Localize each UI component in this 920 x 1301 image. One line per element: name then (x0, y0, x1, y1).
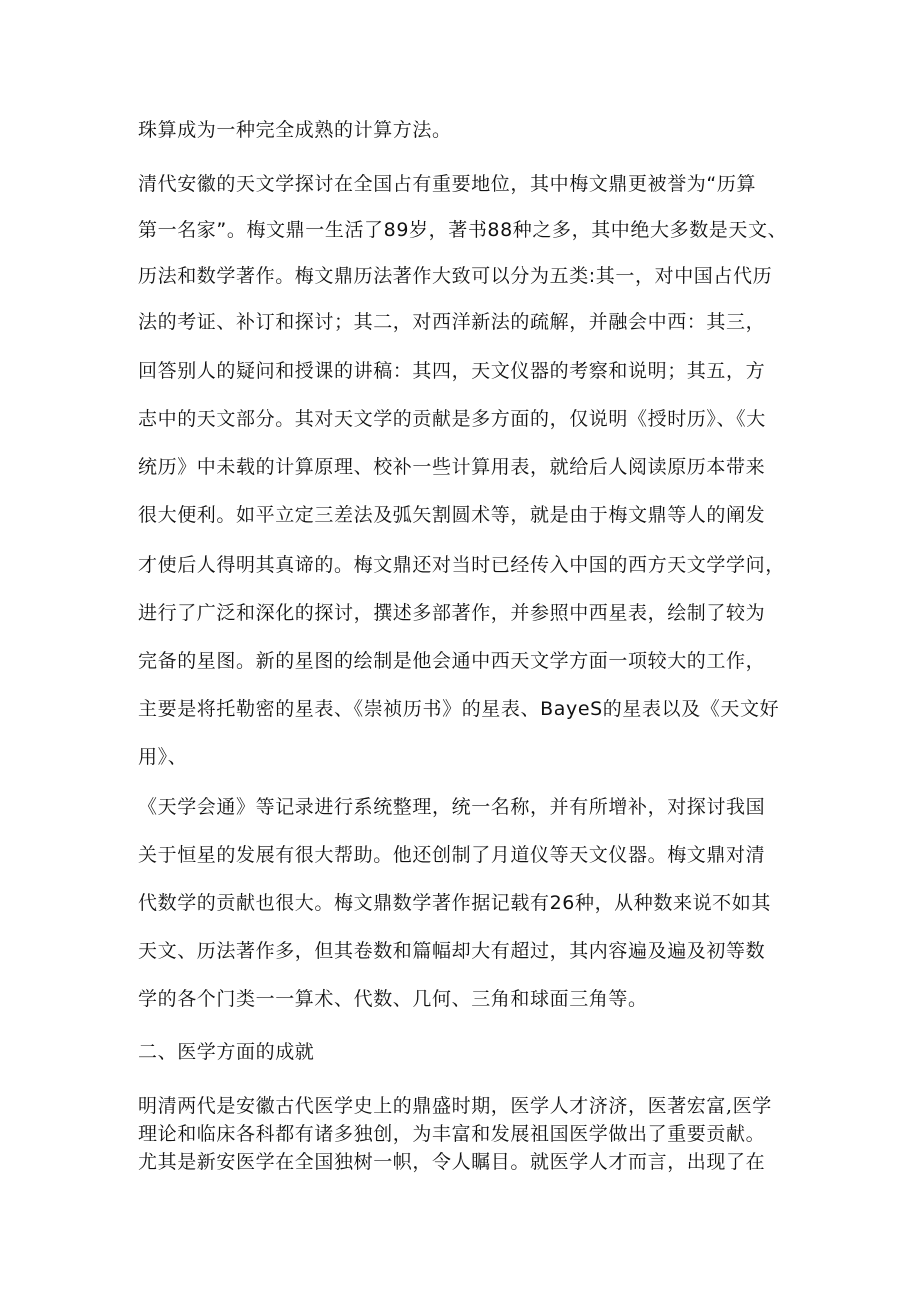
paragraph-line: 明清两代是安徽古代医学史上的鼎盛时期，医学人才济济，医著宏富,医学 (138, 1095, 772, 1117)
paragraph-line: 理论和临床各科都有诸多独创，为丰富和发展祖国医学做出了重要贡献。 (138, 1123, 766, 1145)
paragraph-line: 很大便利。如平立定三差法及弧矢割圆术等，就是由于梅文鼎等人的阐发 (138, 504, 766, 526)
paragraph-line: 珠算成为一种完全成熟的计算方法。 (138, 119, 452, 141)
paragraph-line: 第一名家”。梅文鼎一生活了89岁，著书88种之多，其中绝大多数是天文、 (138, 219, 788, 241)
paragraph-line: 《天学会通》等记录进行系统整理，统一名称，并有所增补，对探讨我国 (138, 796, 766, 818)
paragraph-line: 代数学的贡献也很大。梅文鼎数学著作据记载有26种，从种数来说不如其 (138, 892, 771, 914)
section-heading: 二、医学方面的成就 (138, 1041, 315, 1063)
paragraph-line: 才使后人得明其真谛的。梅文鼎还对当时已经传入中国的西方天文学学问， (138, 554, 785, 576)
paragraph-line: 主要是将托勒密的星表、《崇祯历书》的星表、BayeS的星表以及《天文好 (138, 698, 780, 720)
paragraph-line: 回答别人的疑问和授课的讲稿：其四，天文仪器的考察和说明；其五，方 (138, 360, 766, 382)
paragraph-line: 法的考证、补订和探讨；其二，对西洋新法的疏解，并融会中西：其三， (138, 311, 766, 333)
paragraph-line: 天文、历法著作多，但其卷数和篇幅却大有超过，其内容遍及遍及初等数 (138, 940, 766, 962)
paragraph-line: 完备的星图。新的星图的绘制是他会通中西天文学方面一项较大的工作， (138, 650, 766, 672)
paragraph-line: 用》、 (138, 746, 188, 768)
paragraph-line: 历法和数学著作。梅文鼎历法著作大致可以分为五类:其一，对中国占代历 (138, 265, 773, 287)
paragraph-line: 统历》中未载的计算原理、校补一些计算用表，就给后人阅读原历本带来 (138, 456, 766, 478)
paragraph-line: 学的各个门类一一算术、代数、几何、三角和球面三角等。 (138, 988, 648, 1010)
paragraph-line: 尤其是新安医学在全国独树一帜，令人瞩目。就医学人才而言，出现了在 (138, 1151, 766, 1173)
paragraph-line: 清代安徽的天文学探讨在全国占有重要地位，其中梅文鼎更被誉为“历算 (138, 173, 757, 195)
paragraph-line: 志中的天文部分。其对天文学的贡献是多方面的，仅说明《授时历》、《大 (138, 408, 766, 430)
paragraph-line: 进行了广泛和深化的探讨，撰述多部著作，并参照中西星表，绘制了较为 (138, 602, 766, 624)
paragraph-line: 关于恒星的发展有很大帮助。他还创制了月道仪等天文仪器。梅文鼎对清 (138, 844, 766, 866)
